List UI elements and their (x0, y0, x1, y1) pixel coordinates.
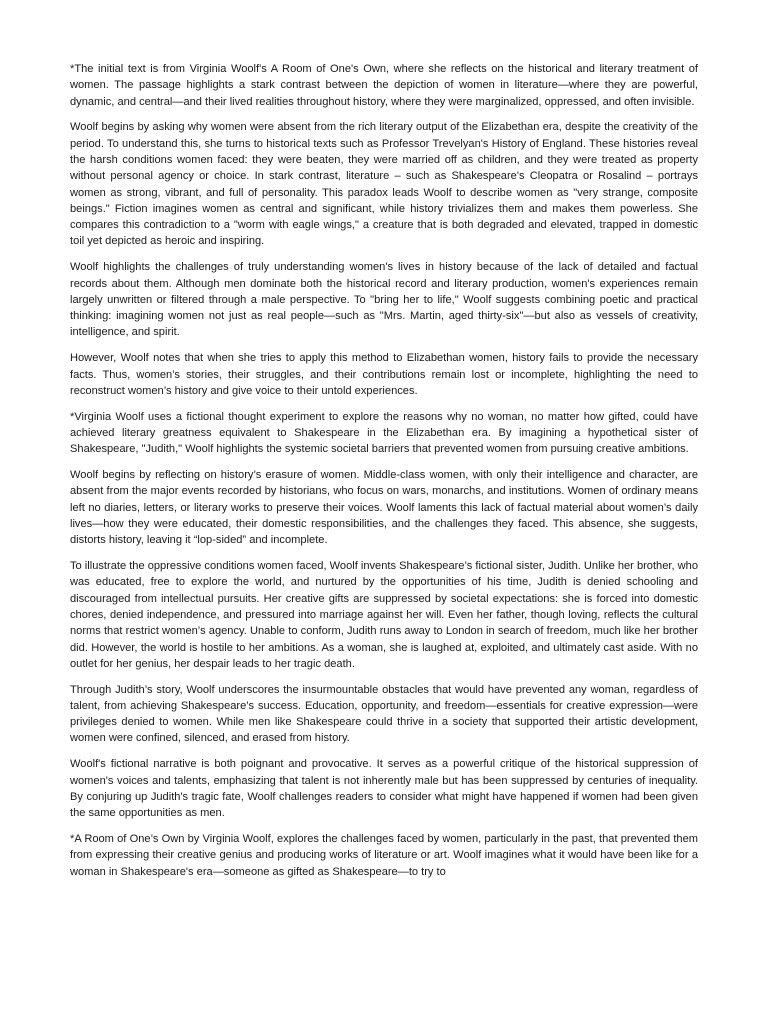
paragraph-lack-of-records: Woolf highlights the challenges of truly understanding women's lives in history because of the lack of detailed and factual records about them. Although men dominate both the historical record and literary production, women's experiences remain largely unwritten or filtered through a male perspective. To "bring her to life," Woolf suggests combining poetic and practical thinking: imagining women not just as real people—such as "Mrs. Martin, aged thirty-six"—but also as vessels of creativity, intelligence, and spirit. (70, 261, 698, 339)
paragraph-thought-experiment-intro: *Virginia Woolf uses a fictional thought experiment to explore the reasons why no woman, no matter how gifted, could have achieved literary greatness equivalent to Shakespeare in the Elizabethan era. By imagining a hypothetical sister of Shakespeare, "Judith," Woolf highlights the systemic societal barriers that prevented women from pursuing creative ambitions. (70, 410, 698, 456)
paragraph-insurmountable-obstacles: Through Judith’s story, Woolf underscores the insurmountable obstacles that would have prevented any woman, regardless of talent, from achieving Shakespeare’s success. Education, opportunity, and freedom—essentials for creative expression—were privileges denied to women. While men like Shakespeare could thrive in a society that supported their artistic development, women were confined, silenced, and erased from history. (70, 683, 698, 745)
paragraph-narrative-critique: Woolf's fictional narrative is both poignant and provocative. It serves as a powerful critique of the historical suppression of women's voices and talents, emphasizing that talent is not inherently male but has been suppressed by centuries of inequality. By conjuring up Judith's tragic fate, Woolf challenges readers to consider what might have happened if women had been given the same opportunities as men. (70, 758, 698, 820)
paragraph-history-fails: However, Woolf notes that when she tries to apply this method to Elizabethan women, history fails to provide the necessary facts. Thus, women’s stories, their struggles, and their contributions remain lost or incomplete, highlighting the need to reconstruct women’s history and give voice to their untold experiences. (70, 352, 698, 397)
paragraph-room-of-ones-own-intro: *The initial text is from Virginia Woolf's A Room of One's Own, where she reflects on the historical and literary treatment of women. The passage highlights a stark contrast between the depiction of women in literature—where they are powerful, dynamic, and central—and their lived realities throughout history, where they were marginalized, oppressed, and often invisible. (70, 63, 698, 108)
paragraph-room-overview: *A Room of One’s Own by Virginia Woolf, explores the challenges faced by women, particularly in the past, that prevented them from expressing their creative genius and producing works of literature or art. Woolf imagines what it would have been like for a woman in Shakespeare's era—someone as gifted as Shakespeare—to try to (70, 832, 698, 878)
paragraph-history-erasure: Woolf begins by reflecting on history’s erasure of women. Middle-class women, with only their intelligence and character, are absent from the major events recorded by historians, who focus on wars, monarchs, and institutions. Women of ordinary means left no diaries, letters, or literary works to preserve their voices. Woolf laments this lack of factual material about women’s daily lives—how they were educated, their domestic responsibilities, and the challenges they faced. This absence, she suggests, distorts history, leaving it “lop-sided” and incomplete. (70, 469, 698, 547)
paragraph-elizabethan-absence: Woolf begins by asking why women were absent from the rich literary output of the Elizabethan era, despite the creativity of the period. To understand this, she turns to historical texts such as Professor Trevelyan's History of England. These histories reveal the harsh conditions women faced: they were beaten, they were married off as children, and they were treated as property without personal agency or choice. In stark contrast, literature – such as Shakespeare's Cleopatra or Rosalind – portrays women as strong, vibrant, and full of personality. This paradox leads Woolf to describe women as "very strange, composite beings." Fiction imagines women as central and significant, while history trivializes them and makes them powerless. She compares this contradiction to a "worm with eagle wings," a creature that is both degraded and elevated, trapped in domestic toil yet depicted as heroic and inspiring. (70, 121, 698, 248)
paragraph-judith-story: To illustrate the oppressive conditions women faced, Woolf invents Shakespeare’s fictional sister, Judith. Unlike her brother, who was educated, free to explore the world, and nurtured by the opportunities of his time, Judith is denied schooling and discouraged from intellectual pursuits. Her creative gifts are suppressed by societal expectations: she is forced into domestic chores, denied independence, and pressured into marriage against her will. Even her father, though loving, reflects the cultural norms that restrict women’s agency. Unable to conform, Judith runs away to London in search of freedom, much like her brother did. However, the world is hostile to her ambitions. As a woman, she is laughed at, exploited, and ultimately cast aside. With no outlet for her genius, her despair leads to her tragic death. (70, 560, 698, 670)
